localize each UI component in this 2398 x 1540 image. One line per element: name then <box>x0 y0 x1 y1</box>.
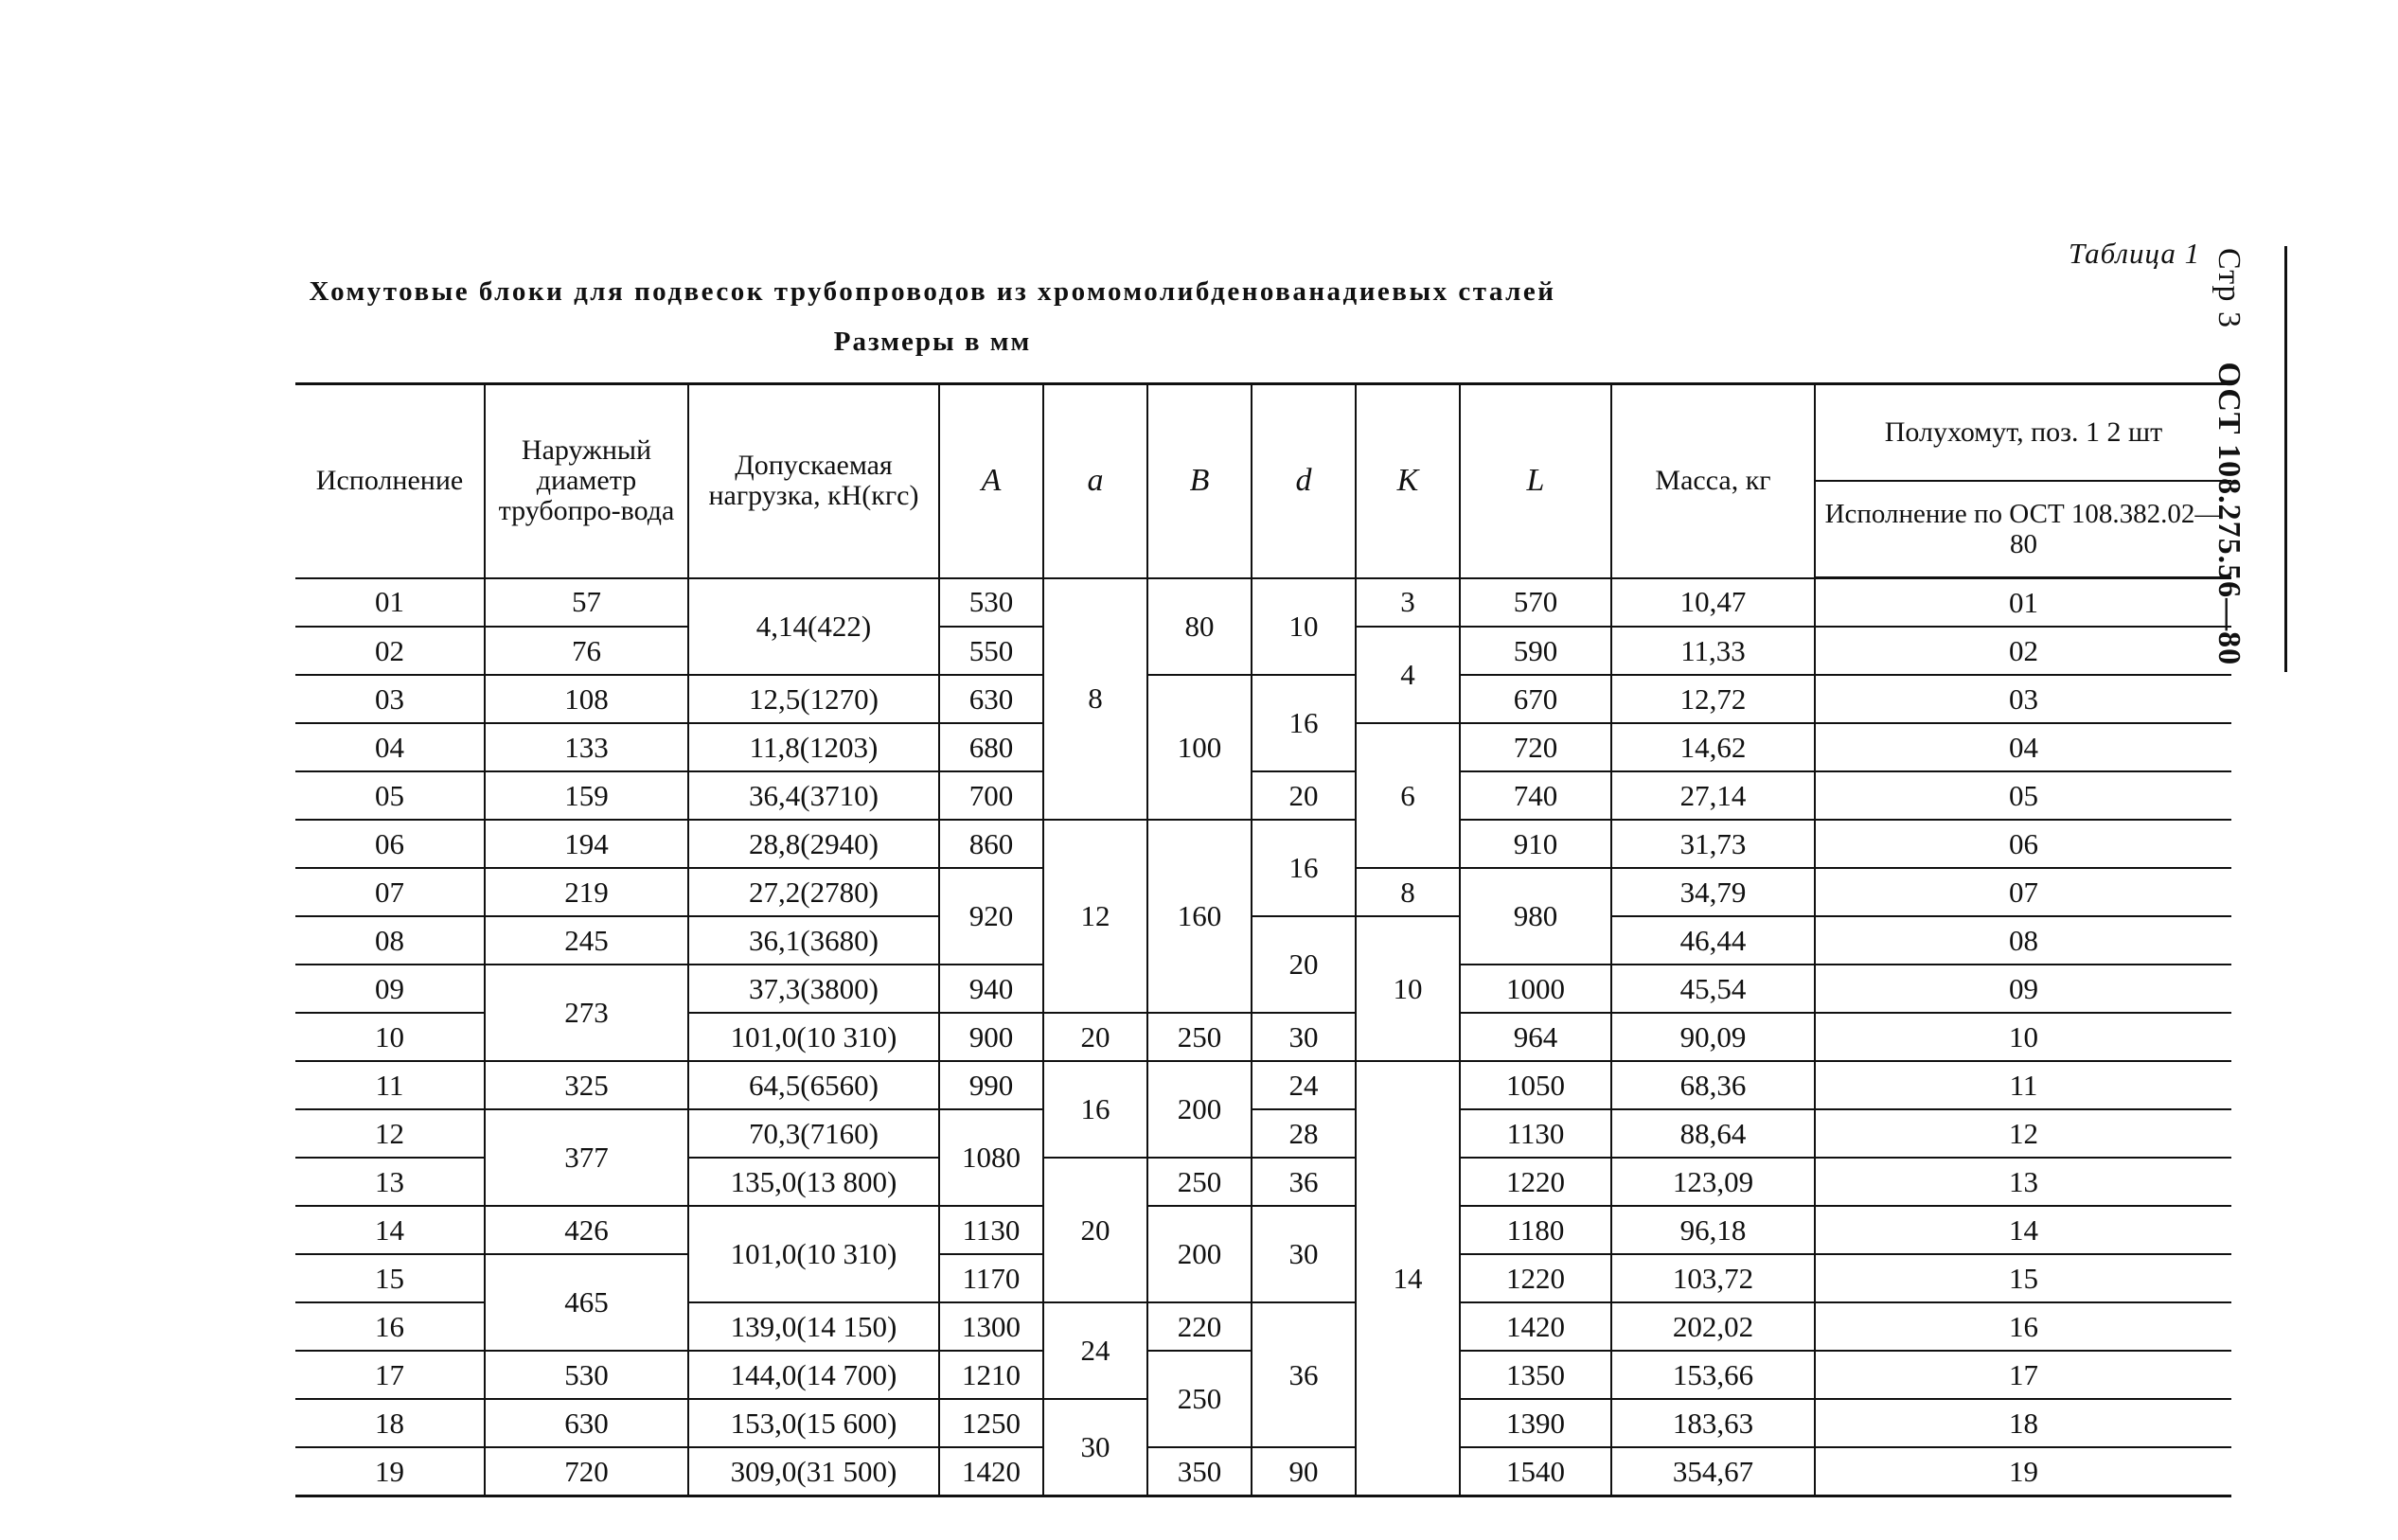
cell-execution: 17 <box>295 1351 485 1399</box>
cell-d: 20 <box>1252 771 1356 820</box>
cell-A: 940 <box>939 965 1043 1013</box>
cell-L: 590 <box>1460 627 1611 675</box>
cell-K: 4 <box>1356 627 1460 723</box>
cell-A: 900 <box>939 1013 1043 1061</box>
cell-execution: 12 <box>295 1109 485 1158</box>
cell-diameter: 630 <box>485 1399 688 1447</box>
cell-load: 64,5(6560) <box>688 1061 939 1109</box>
cell-d: 90 <box>1252 1447 1356 1496</box>
cell-execution: 19 <box>295 1447 485 1496</box>
cell-A: 1080 <box>939 1109 1043 1206</box>
cell-load: 28,8(2940) <box>688 820 939 868</box>
cell-execution: 05 <box>295 771 485 820</box>
cell-diameter: 108 <box>485 675 688 723</box>
cell-K: 10 <box>1356 916 1460 1061</box>
cell-mass: 68,36 <box>1611 1061 1815 1109</box>
cell-B: 200 <box>1147 1206 1252 1302</box>
cell-A: 1170 <box>939 1254 1043 1302</box>
cell-a: 24 <box>1043 1302 1147 1399</box>
cell-A: 1420 <box>939 1447 1043 1496</box>
cell-mass: 34,79 <box>1611 868 1815 916</box>
cell-K: 8 <box>1356 868 1460 916</box>
cell-diameter: 245 <box>485 916 688 965</box>
table-row <box>295 771 2231 820</box>
cell-diameter: 426 <box>485 1206 688 1254</box>
cell-load: 309,0(31 500) <box>688 1447 939 1496</box>
cell-mass: 153,66 <box>1611 1351 1815 1399</box>
cell-load: 153,0(15 600) <box>688 1399 939 1447</box>
cell-diameter: 219 <box>485 868 688 916</box>
table-row <box>295 1447 2231 1496</box>
header-mass: Масса, кг <box>1611 384 1815 578</box>
clamp-blocks-table <box>295 382 2231 1497</box>
side-rule <box>2284 246 2287 672</box>
cell-half-clamp: 18 <box>1815 1399 2231 1447</box>
cell-load: 144,0(14 700) <box>688 1351 939 1399</box>
cell-L: 670 <box>1460 675 1611 723</box>
cell-L: 964 <box>1460 1013 1611 1061</box>
header-K: K <box>1356 384 1460 578</box>
cell-A: 1250 <box>939 1399 1043 1447</box>
header-half-clamp: Полухомут, поз. 1 2 шт <box>1815 384 2231 482</box>
cell-diameter: 159 <box>485 771 688 820</box>
cell-d: 16 <box>1252 820 1356 916</box>
table-row <box>295 675 2231 723</box>
cell-load: 11,8(1203) <box>688 723 939 771</box>
cell-L: 720 <box>1460 723 1611 771</box>
cell-d: 36 <box>1252 1302 1356 1447</box>
cell-execution: 02 <box>295 627 485 675</box>
cell-mass: 27,14 <box>1611 771 1815 820</box>
cell-B: 350 <box>1147 1447 1252 1496</box>
cell-execution: 13 <box>295 1158 485 1206</box>
header-A: A <box>939 384 1043 578</box>
cell-execution: 08 <box>295 916 485 965</box>
cell-execution: 06 <box>295 820 485 868</box>
cell-B: 100 <box>1147 675 1252 820</box>
cell-d: 24 <box>1252 1061 1356 1109</box>
cell-mass: 88,64 <box>1611 1109 1815 1158</box>
cell-half-clamp: 12 <box>1815 1109 2231 1158</box>
cell-mass: 103,72 <box>1611 1254 1815 1302</box>
cell-load: 27,2(2780) <box>688 868 939 916</box>
cell-a: 16 <box>1043 1061 1147 1158</box>
cell-diameter: 530 <box>485 1351 688 1399</box>
cell-diameter: 325 <box>485 1061 688 1109</box>
cell-L: 1050 <box>1460 1061 1611 1109</box>
cell-half-clamp: 16 <box>1815 1302 2231 1351</box>
cell-a: 30 <box>1043 1399 1147 1496</box>
cell-L: 1540 <box>1460 1447 1611 1496</box>
cell-d: 30 <box>1252 1206 1356 1302</box>
cell-load: 4,14(422) <box>688 578 939 676</box>
cell-A: 550 <box>939 627 1043 675</box>
cell-a: 12 <box>1043 820 1147 1013</box>
cell-diameter: 720 <box>485 1447 688 1496</box>
cell-A: 630 <box>939 675 1043 723</box>
cell-load: 135,0(13 800) <box>688 1158 939 1206</box>
cell-half-clamp: 17 <box>1815 1351 2231 1399</box>
cell-half-clamp: 03 <box>1815 675 2231 723</box>
cell-execution: 09 <box>295 965 485 1013</box>
cell-L: 1420 <box>1460 1302 1611 1351</box>
cell-diameter: 377 <box>485 1109 688 1206</box>
cell-d: 10 <box>1252 578 1356 676</box>
cell-L: 570 <box>1460 578 1611 628</box>
cell-K: 3 <box>1356 578 1460 628</box>
table-row <box>295 1061 2231 1109</box>
cell-diameter: 133 <box>485 723 688 771</box>
cell-mass: 14,62 <box>1611 723 1815 771</box>
cell-L: 1390 <box>1460 1399 1611 1447</box>
cell-B: 80 <box>1147 578 1252 676</box>
cell-execution: 03 <box>295 675 485 723</box>
table-title: Хомутовые блоки для подвесок трубопроводов из хромомолибденованадиевых сталей <box>309 276 1556 307</box>
header-d: d <box>1252 384 1356 578</box>
cell-half-clamp: 01 <box>1815 578 2231 628</box>
cell-half-clamp: 14 <box>1815 1206 2231 1254</box>
header-a: a <box>1043 384 1147 578</box>
cell-L: 740 <box>1460 771 1611 820</box>
cell-mass: 123,09 <box>1611 1158 1815 1206</box>
cell-mass: 10,47 <box>1611 578 1815 628</box>
cell-diameter: 57 <box>485 578 688 628</box>
table-row <box>295 916 2231 965</box>
cell-half-clamp: 08 <box>1815 916 2231 965</box>
cell-execution: 01 <box>295 578 485 628</box>
cell-half-clamp: 10 <box>1815 1013 2231 1061</box>
cell-mass: 46,44 <box>1611 916 1815 965</box>
cell-load: 36,1(3680) <box>688 916 939 965</box>
header-allowable-load: Допускаемая нагрузка, кН(кгс) <box>688 384 939 578</box>
cell-load: 70,3(7160) <box>688 1109 939 1158</box>
cell-execution: 11 <box>295 1061 485 1109</box>
cell-diameter: 76 <box>485 627 688 675</box>
cell-diameter: 273 <box>485 965 688 1061</box>
cell-load: 12,5(1270) <box>688 675 939 723</box>
cell-L: 1000 <box>1460 965 1611 1013</box>
cell-d: 28 <box>1252 1109 1356 1158</box>
cell-half-clamp: 06 <box>1815 820 2231 868</box>
cell-B: 160 <box>1147 820 1252 1013</box>
cell-A: 530 <box>939 578 1043 628</box>
header-execution: Исполнение <box>295 384 485 578</box>
cell-execution: 18 <box>295 1399 485 1447</box>
cell-mass: 45,54 <box>1611 965 1815 1013</box>
cell-L: 980 <box>1460 868 1611 965</box>
cell-B: 220 <box>1147 1302 1252 1351</box>
cell-A: 860 <box>939 820 1043 868</box>
cell-a: 8 <box>1043 578 1147 821</box>
side-page: Стр 3 <box>2211 248 2247 329</box>
cell-execution: 15 <box>295 1254 485 1302</box>
table-row <box>295 820 2231 868</box>
cell-half-clamp: 09 <box>1815 965 2231 1013</box>
cell-diameter: 465 <box>485 1254 688 1351</box>
cell-half-clamp: 13 <box>1815 1158 2231 1206</box>
table-row <box>295 1206 2231 1254</box>
table-row <box>295 578 2231 628</box>
cell-load: 101,0(10 310) <box>688 1013 939 1061</box>
cell-half-clamp: 15 <box>1815 1254 2231 1302</box>
cell-execution: 07 <box>295 868 485 916</box>
cell-mass: 183,63 <box>1611 1399 1815 1447</box>
cell-half-clamp: 19 <box>1815 1447 2231 1496</box>
cell-A: 1300 <box>939 1302 1043 1351</box>
cell-d: 20 <box>1252 916 1356 1013</box>
cell-execution: 10 <box>295 1013 485 1061</box>
cell-K: 14 <box>1356 1061 1460 1496</box>
cell-B: 250 <box>1147 1158 1252 1206</box>
header-outer-diameter: Наружный диаметр трубопро-вода <box>485 384 688 578</box>
cell-load: 36,4(3710) <box>688 771 939 820</box>
cell-B: 200 <box>1147 1061 1252 1158</box>
cell-A: 680 <box>939 723 1043 771</box>
cell-mass: 90,09 <box>1611 1013 1815 1061</box>
cell-A: 700 <box>939 771 1043 820</box>
table-label: Таблица 1 <box>2069 237 2201 270</box>
cell-L: 910 <box>1460 820 1611 868</box>
cell-a: 20 <box>1043 1013 1147 1061</box>
cell-d: 36 <box>1252 1158 1356 1206</box>
cell-half-clamp: 05 <box>1815 771 2231 820</box>
cell-mass: 202,02 <box>1611 1302 1815 1351</box>
side-code: ОСТ 108.275.56—80 <box>2211 362 2247 666</box>
cell-execution: 16 <box>295 1302 485 1351</box>
units-caption: Размеры в мм <box>833 327 1032 357</box>
cell-mass: 354,67 <box>1611 1447 1815 1496</box>
cell-A: 920 <box>939 868 1043 965</box>
cell-a: 20 <box>1043 1158 1147 1302</box>
cell-half-clamp: 04 <box>1815 723 2231 771</box>
cell-execution: 04 <box>295 723 485 771</box>
cell-half-clamp: 11 <box>1815 1061 2231 1109</box>
cell-L: 1220 <box>1460 1254 1611 1302</box>
cell-load: 101,0(10 310) <box>688 1206 939 1302</box>
cell-half-clamp: 07 <box>1815 868 2231 916</box>
cell-d: 30 <box>1252 1013 1356 1061</box>
cell-diameter: 194 <box>485 820 688 868</box>
cell-B: 250 <box>1147 1351 1252 1447</box>
cell-half-clamp: 02 <box>1815 627 2231 675</box>
cell-L: 1220 <box>1460 1158 1611 1206</box>
cell-mass: 11,33 <box>1611 627 1815 675</box>
cell-mass: 12,72 <box>1611 675 1815 723</box>
cell-A: 1210 <box>939 1351 1043 1399</box>
cell-execution: 14 <box>295 1206 485 1254</box>
cell-A: 1130 <box>939 1206 1043 1254</box>
cell-mass: 96,18 <box>1611 1206 1815 1254</box>
cell-A: 990 <box>939 1061 1043 1109</box>
header-B: B <box>1147 384 1252 578</box>
cell-mass: 31,73 <box>1611 820 1815 868</box>
cell-load: 139,0(14 150) <box>688 1302 939 1351</box>
header-L: L <box>1460 384 1611 578</box>
cell-L: 1180 <box>1460 1206 1611 1254</box>
cell-B: 250 <box>1147 1013 1252 1061</box>
header-half-clamp-execution: Исполнение по ОСТ 108.382.02—80 <box>1815 481 2231 578</box>
cell-L: 1350 <box>1460 1351 1611 1399</box>
cell-d: 16 <box>1252 675 1356 771</box>
cell-K: 6 <box>1356 723 1460 868</box>
cell-load: 37,3(3800) <box>688 965 939 1013</box>
cell-L: 1130 <box>1460 1109 1611 1158</box>
table-row <box>295 1109 2231 1158</box>
